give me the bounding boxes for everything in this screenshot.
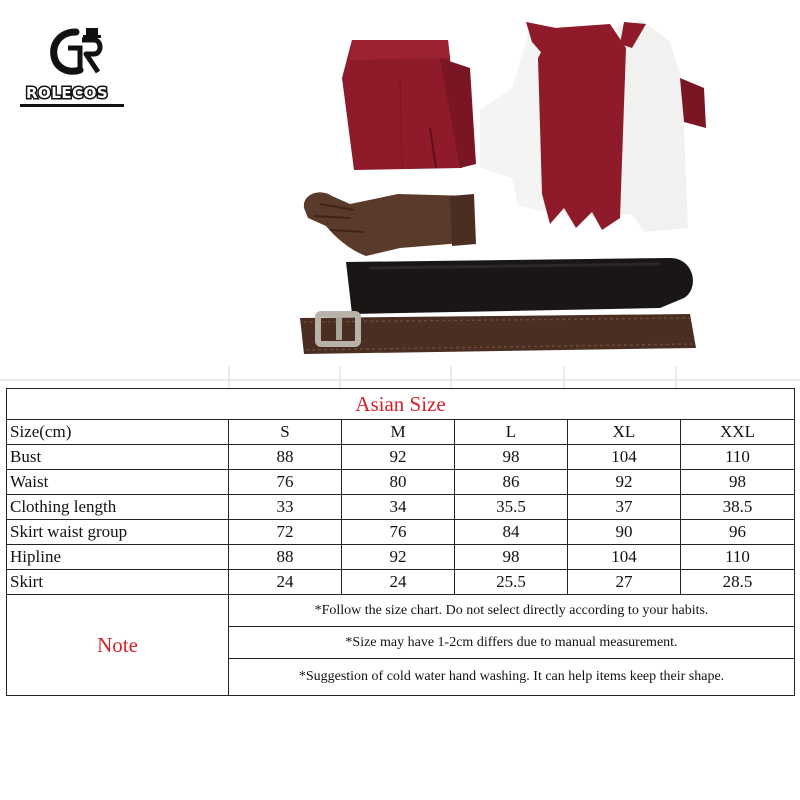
header-cell: M (342, 420, 455, 445)
skirt-icon (342, 40, 476, 170)
header-cell: Size(cm) (7, 420, 229, 445)
table-cell: 84 (455, 520, 568, 545)
logo-rule (20, 104, 124, 107)
table-cell: 88 (229, 545, 342, 570)
table-cell: 90 (568, 520, 681, 545)
table-cell: 98 (455, 545, 568, 570)
table-cell: 88 (229, 445, 342, 470)
table-cell: 38.5 (681, 495, 795, 520)
table-cell: 72 (229, 520, 342, 545)
row-label: Bust (7, 445, 229, 470)
note-label: Note (7, 595, 229, 696)
table-cell: 76 (229, 470, 342, 495)
table-cell: 110 (681, 445, 795, 470)
row-label: Clothing length (7, 495, 229, 520)
gloves-icon (304, 192, 476, 256)
header-cell: L (455, 420, 568, 445)
table-cell: 25.5 (455, 570, 568, 595)
table-cell: 76 (342, 520, 455, 545)
table-row (7, 570, 795, 595)
table-cell: 27 (568, 570, 681, 595)
table-row (7, 445, 795, 470)
table-row (7, 495, 795, 520)
row-label: Waist (7, 470, 229, 495)
table-cell: 35.5 (455, 495, 568, 520)
note-text: *Size may have 1-2cm differs due to manual measurement. (229, 627, 795, 659)
header-cell: XL (568, 420, 681, 445)
header-cell: XXL (681, 420, 795, 445)
size-chart-table (6, 388, 795, 696)
table-row (7, 545, 795, 570)
table-cell: 24 (229, 570, 342, 595)
table-cell: 24 (342, 570, 455, 595)
brand-logo (18, 26, 128, 106)
table-cell: 92 (342, 445, 455, 470)
table-cell: 92 (342, 545, 455, 570)
table-cell: 92 (568, 470, 681, 495)
note-text: *Follow the size chart. Do not select directly according to your habits. (229, 595, 795, 627)
table-cell: 104 (568, 445, 681, 470)
vest-icon (480, 20, 706, 232)
table-cell: 98 (681, 470, 795, 495)
table-cell: 28.5 (681, 570, 795, 595)
table-cell: 34 (342, 495, 455, 520)
table-cell: 33 (229, 495, 342, 520)
header-cell: S (229, 420, 342, 445)
table-title-row (7, 389, 795, 420)
table-title: Asian Size (7, 389, 795, 420)
table-cell: 86 (455, 470, 568, 495)
note-row (7, 595, 795, 627)
table-cell: 104 (568, 545, 681, 570)
table-row (7, 470, 795, 495)
table-cell: 80 (342, 470, 455, 495)
belt-icon (300, 314, 696, 354)
table-cell: 98 (455, 445, 568, 470)
stocking-icon (346, 258, 693, 314)
logo-mark-icon (46, 26, 106, 78)
row-label: Skirt (7, 570, 229, 595)
table-cell: 110 (681, 545, 795, 570)
table-cell: 37 (568, 495, 681, 520)
logo-wordmark: ROLECOS (26, 84, 109, 102)
table-cell: 96 (681, 520, 795, 545)
table-row (7, 520, 795, 545)
row-label: Hipline (7, 545, 229, 570)
table-header-row (7, 420, 795, 445)
product-photo (280, 18, 720, 358)
row-label: Skirt waist group (7, 520, 229, 545)
note-text: *Suggestion of cold water hand washing. It can help items keep their shape. (229, 659, 795, 696)
